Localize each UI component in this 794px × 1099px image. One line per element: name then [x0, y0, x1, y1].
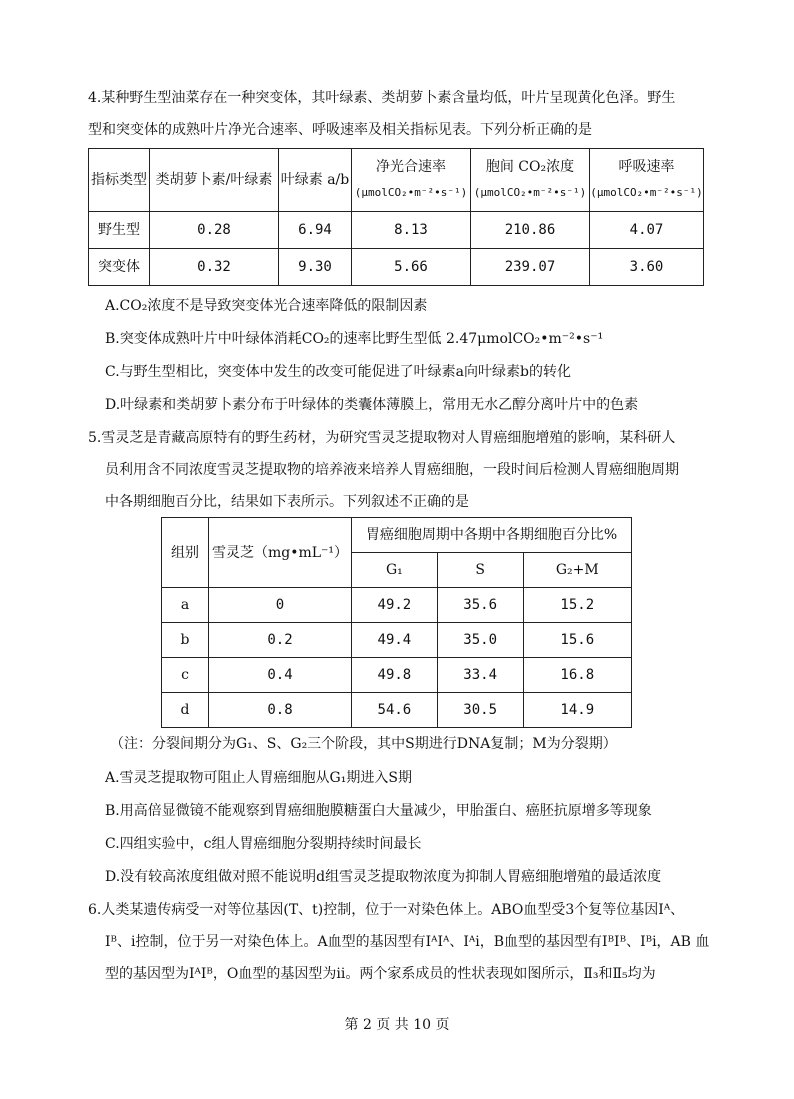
table-cell: 4.07 — [590, 212, 704, 249]
table-row — [162, 588, 632, 623]
table-cell: 16.8 — [523, 658, 631, 693]
q5-header-span: 胃癌细胞周期中各期中各期细胞百分比% — [352, 518, 632, 553]
q4-stem-line2: 型和突变体的成熟叶片净光合速率、呼吸速率及相关指标见表。下列分析正确的是 — [88, 122, 592, 138]
table-cell: 35.0 — [437, 623, 523, 658]
q4-header-type: 指标类型 — [89, 149, 150, 212]
table-cell: 239.07 — [471, 249, 590, 286]
table-cell: 0.2 — [209, 623, 352, 658]
table-row — [162, 623, 632, 658]
q4-header-co2-label: 胞间 CO₂浓度 — [485, 159, 575, 175]
table-cell: b — [162, 623, 209, 658]
table-cell: 0 — [209, 588, 352, 623]
q4-header-net-label: 净光合速率 — [376, 159, 446, 175]
table-cell: 8.13 — [352, 212, 471, 249]
q5-option-b: B.用高倍显微镜不能观察到胃癌细胞膜糖蛋白大量减少，甲胎蛋白、癌胚抗原增多等现象 — [105, 803, 652, 819]
q5-option-d: D.没有较高浓度组做对照不能说明d组雪灵芝提取物浓度为抑制人胃癌细胞增殖的最适浓度 — [105, 869, 662, 885]
table-cell: d — [162, 693, 209, 728]
q4-header-resp-label: 呼吸速率 — [618, 159, 675, 175]
table-row — [89, 249, 704, 286]
q5-note: （注：分裂间期分为G₁、S、G₂三个阶段，其中S期进行DNA复制；M为分裂期） — [110, 736, 617, 752]
table-cell: 突变体 — [89, 249, 150, 286]
q4-header-resp — [590, 149, 704, 212]
table-cell: 0.32 — [150, 249, 279, 286]
table-row — [162, 658, 632, 693]
q4-header-net-unit: (μmolCO₂•m⁻²•s⁻¹) — [354, 186, 468, 199]
table-cell: 野生型 — [89, 212, 150, 249]
q4-table — [88, 148, 704, 286]
page-footer: 第 2 页 共 10 页 — [344, 1017, 450, 1033]
q6-stem-line1: 6.人类某遗传病受一对等位基因(T、t)控制，位于一对染色体上。ABO血型受3个复等位基因Iᴬ、 — [88, 902, 685, 918]
q4-option-c: C.与野生型相比，突变体中发生的改变可能促进了叶绿素a向叶绿素b的转化 — [105, 364, 571, 380]
table-cell: 14.9 — [523, 693, 631, 728]
table-cell: 49.8 — [352, 658, 438, 693]
table-cell: 0.28 — [150, 212, 279, 249]
table-cell: 30.5 — [437, 693, 523, 728]
q4-header-resp-unit: (μmolCO₂•m⁻²•s⁻¹) — [590, 186, 703, 199]
q4-header-net — [352, 149, 471, 212]
table-cell: 35.6 — [437, 588, 523, 623]
q5-option-a: A.雪灵芝提取物可阻止人胃癌细胞从G₁期进入S期 — [105, 770, 412, 786]
table-cell: 5.66 — [352, 249, 471, 286]
table-cell: c — [162, 658, 209, 693]
table-cell: 9.30 — [279, 249, 352, 286]
table-cell: 33.4 — [437, 658, 523, 693]
q5-stem-line1: 5.雪灵芝是青藏高原特有的野生药材，为研究雪灵芝提取物对人胃癌细胞增殖的影响，某科研人 — [88, 430, 676, 446]
table-cell: 3.60 — [590, 249, 704, 286]
table-cell: 54.6 — [352, 693, 438, 728]
q4-option-a: A.CO₂浓度不是导致突变体光合速率降低的限制因素 — [105, 298, 428, 314]
table-cell: 0.8 — [209, 693, 352, 728]
table-cell: 210.86 — [471, 212, 590, 249]
q4-option-b: B.突变体成熟叶片中叶绿体消耗CO₂的速率比野生型低 2.47μmolCO₂•m⁻²•s⁻¹ — [105, 331, 604, 347]
q4-header-co2-unit: (μmolCO₂•m⁻²•s⁻¹) — [473, 186, 587, 199]
table-cell: 6.94 — [279, 212, 352, 249]
q5-stem-line2: 员利用含不同浓度雪灵芝提取物的培养液来培养人胃癌细胞，一段时间后检测人胃癌细胞周期 — [105, 462, 679, 478]
table-cell: a — [162, 588, 209, 623]
table-cell: 49.2 — [352, 588, 438, 623]
q5-header-group: 组别 — [162, 518, 209, 588]
q5-subheader-s: S — [437, 553, 523, 588]
q5-table — [161, 517, 632, 728]
q6-stem-line2: Iᴮ、i控制，位于另一对染色体上。A血型的基因型有IᴬIᴬ、Iᴬi，B血型的基因型有IᴮIᴮ、Iᴮi，AB 血 — [105, 934, 710, 950]
table-cell: 15.6 — [523, 623, 631, 658]
q5-header-conc: 雪灵芝（mg•mL⁻¹） — [209, 518, 352, 588]
q6-stem-line3: 型的基因型为IᴬIᴮ，O血型的基因型为ii。两个家系成员的性状表现如图所示，Ⅱ₃和Ⅱ₅均为 — [105, 966, 656, 982]
q4-header-ratio: 类胡萝卜素/叶绿素 — [150, 149, 279, 212]
table-cell: 0.4 — [209, 658, 352, 693]
q5-subheader-g2m: G₂+M — [523, 553, 631, 588]
q4-header-ab: 叶绿素 a/b — [279, 149, 352, 212]
table-row — [89, 212, 704, 249]
table-row — [162, 693, 632, 728]
q5-stem-line3: 中各期细胞百分比，结果如下表所示。下列叙述不正确的是 — [105, 494, 469, 510]
q5-option-c: C.四组实验中，c组人胃癌细胞分裂期持续时间最长 — [105, 836, 422, 852]
table-cell: 49.4 — [352, 623, 438, 658]
q4-header-co2 — [471, 149, 590, 212]
q4-option-d: D.叶绿素和类胡萝卜素分布于叶绿体的类囊体薄膜上，常用无水乙醇分离叶片中的色素 — [105, 397, 639, 413]
q4-stem-line1: 4.某种野生型油菜存在一种突变体，其叶绿素、类胡萝卜素含量均低，叶片呈现黄化色泽。野生 — [88, 90, 676, 106]
table-cell: 15.2 — [523, 588, 631, 623]
q5-subheader-g1: G₁ — [352, 553, 438, 588]
